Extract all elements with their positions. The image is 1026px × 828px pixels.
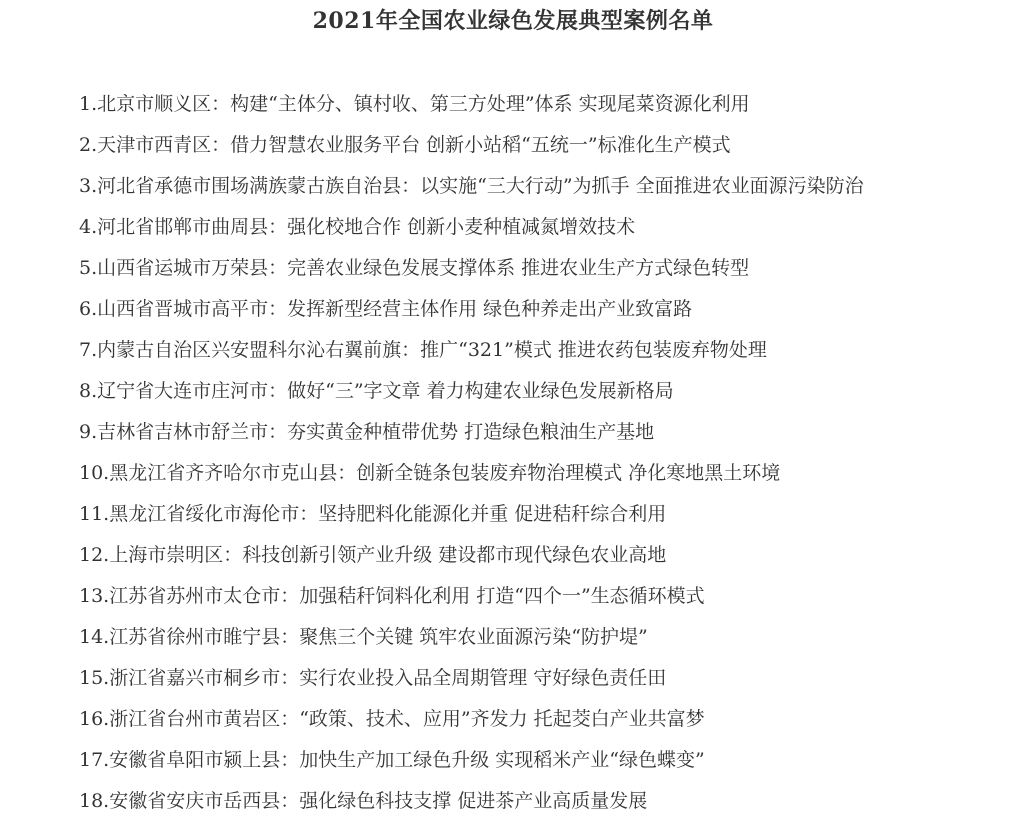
list-item: 14.江苏省徐州市睢宁县：聚焦三个关键 筑牢农业面源污染“防护堤” — [79, 626, 648, 648]
list-item: 10.黑龙江省齐齐哈尔市克山县：创新全链条包装废弃物治理模式 净化寒地黑土环境 — [79, 462, 781, 484]
list-item: 6.山西省晋城市高平市：发挥新型经营主体作用 绿色种养走出产业致富路 — [79, 298, 693, 320]
list-item: 11.黑龙江省绥化市海伦市：坚持肥料化能源化并重 促进秸秆综合利用 — [79, 503, 667, 525]
list-item: 15.浙江省嘉兴市桐乡市：实行农业投入品全周期管理 守好绿色责任田 — [79, 667, 667, 689]
list-item: 16.浙江省台州市黄岩区：“政策、技术、应用”齐发力 托起茭白产业共富梦 — [79, 708, 705, 730]
list-item: 5.山西省运城市万荣县：完善农业绿色发展支撑体系 推进农业生产方式绿色转型 — [79, 257, 750, 279]
list-item: 3.河北省承德市围场满族蒙古族自治县：以实施“三大行动”为抓手 全面推进农业面源污染防治 — [79, 175, 864, 197]
list-item: 8.辽宁省大连市庄河市：做好“三”字文章 着力构建农业绿色发展新格局 — [79, 380, 674, 402]
list-item: 7.内蒙古自治区兴安盟科尔沁右翼前旗：推广“321”模式 推进农药包装废弃物处理 — [79, 339, 767, 361]
page-title: 2021年全国农业绿色发展典型案例名单 — [312, 8, 714, 34]
list-item: 12.上海市崇明区：科技创新引领产业升级 建设都市现代绿色农业高地 — [79, 544, 667, 566]
list-item: 4.河北省邯郸市曲周县：强化校地合作 创新小麦种植减氮增效技术 — [79, 216, 636, 238]
case-list — [79, 90, 1019, 828]
list-item: 2.天津市西青区：借力智慧农业服务平台 创新小站稻“五统一”标准化生产模式 — [79, 134, 731, 156]
list-item: 9.吉林省吉林市舒兰市：夯实黄金种植带优势 打造绿色粮油生产基地 — [79, 421, 655, 443]
list-item: 17.安徽省阜阳市颍上县：加快生产加工绿色升级 实现稻米产业“绿色蝶变” — [79, 749, 705, 771]
list-item: 13.江苏省苏州市太仓市：加强秸秆饲料化利用 打造“四个一”生态循环模式 — [79, 585, 705, 607]
list-item: 1.北京市顺义区：构建“主体分、镇村收、第三方处理”体系 实现尾菜资源化利用 — [79, 93, 750, 115]
list-item: 18.安徽省安庆市岳西县：强化绿色科技支撑 促进茶产业高质量发展 — [79, 790, 648, 812]
